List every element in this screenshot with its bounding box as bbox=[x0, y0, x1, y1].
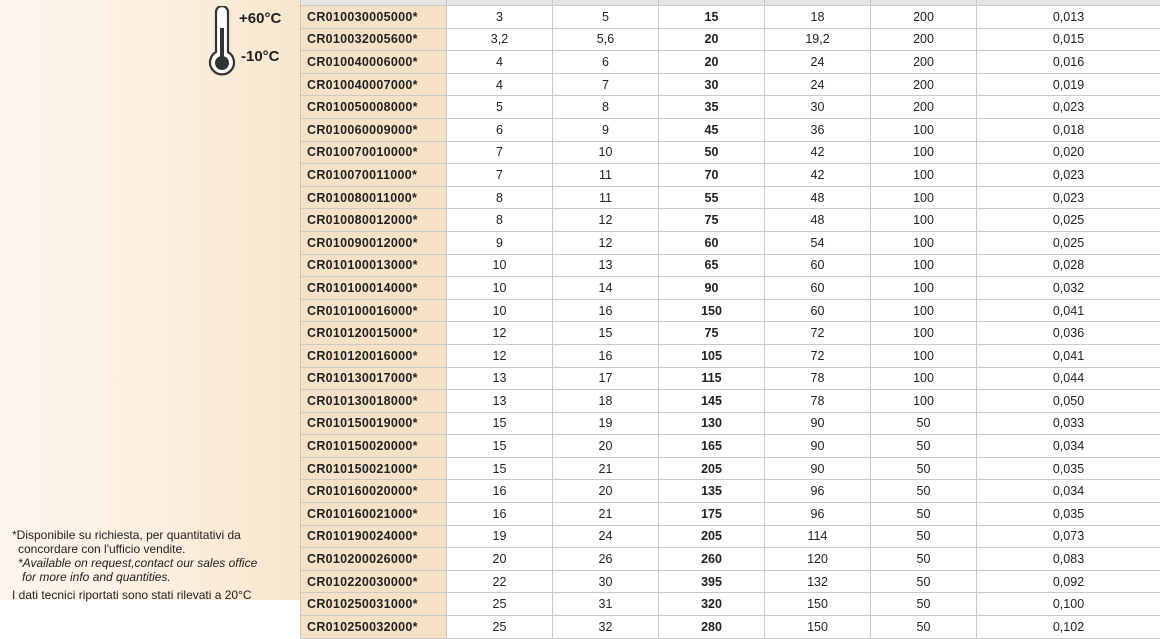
coil-length-cell: 100 bbox=[871, 277, 977, 300]
table-row bbox=[301, 344, 1160, 367]
product-code-cell: CR010120016000* bbox=[301, 344, 447, 367]
inner-diameter-cell: 3 bbox=[447, 6, 553, 29]
product-code-cell: CR010250032000* bbox=[301, 616, 447, 639]
pressure-cell: 35 bbox=[659, 96, 765, 119]
product-code-cell: CR010060009000* bbox=[301, 118, 447, 141]
coil-length-cell: 100 bbox=[871, 141, 977, 164]
bend-radius-cell: 96 bbox=[765, 503, 871, 526]
weight-cell: 0,018 bbox=[977, 118, 1160, 141]
bend-radius-cell: 54 bbox=[765, 231, 871, 254]
bend-radius-cell: 18 bbox=[765, 6, 871, 29]
bend-radius-cell: 132 bbox=[765, 570, 871, 593]
product-code-cell: CR010150021000* bbox=[301, 457, 447, 480]
table-row bbox=[301, 73, 1160, 96]
inner-diameter-cell: 9 bbox=[447, 231, 553, 254]
table-row bbox=[301, 525, 1160, 548]
bend-radius-cell: 48 bbox=[765, 186, 871, 209]
coil-length-cell: 50 bbox=[871, 503, 977, 526]
coil-length-cell: 50 bbox=[871, 480, 977, 503]
bend-radius-cell: 78 bbox=[765, 390, 871, 413]
weight-cell: 0,020 bbox=[977, 141, 1160, 164]
pressure-cell: 320 bbox=[659, 593, 765, 616]
bend-radius-cell: 120 bbox=[765, 548, 871, 571]
inner-diameter-cell: 19 bbox=[447, 525, 553, 548]
bend-radius-cell: 72 bbox=[765, 322, 871, 345]
left-info-panel bbox=[0, 0, 300, 600]
weight-cell: 0,041 bbox=[977, 299, 1160, 322]
weight-cell: 0,033 bbox=[977, 412, 1160, 435]
coil-length-cell: 50 bbox=[871, 593, 977, 616]
inner-diameter-cell: 10 bbox=[447, 254, 553, 277]
coil-length-cell: 100 bbox=[871, 164, 977, 187]
bend-radius-cell: 24 bbox=[765, 51, 871, 74]
coil-length-cell: 100 bbox=[871, 367, 977, 390]
outer-diameter-cell: 15 bbox=[553, 322, 659, 345]
coil-length-cell: 50 bbox=[871, 457, 977, 480]
outer-diameter-cell: 32 bbox=[553, 616, 659, 639]
table-row bbox=[301, 231, 1160, 254]
bend-radius-cell: 42 bbox=[765, 141, 871, 164]
inner-diameter-cell: 12 bbox=[447, 322, 553, 345]
product-code-cell: CR010032005600* bbox=[301, 28, 447, 51]
pressure-cell: 75 bbox=[659, 209, 765, 232]
coil-length-cell: 100 bbox=[871, 344, 977, 367]
outer-diameter-cell: 26 bbox=[553, 548, 659, 571]
coil-length-cell: 100 bbox=[871, 299, 977, 322]
bend-radius-cell: 19,2 bbox=[765, 28, 871, 51]
table-row bbox=[301, 322, 1160, 345]
pressure-cell: 260 bbox=[659, 548, 765, 571]
inner-diameter-cell: 13 bbox=[447, 390, 553, 413]
table-row bbox=[301, 186, 1160, 209]
coil-length-cell: 100 bbox=[871, 254, 977, 277]
bend-radius-cell: 24 bbox=[765, 73, 871, 96]
coil-length-cell: 50 bbox=[871, 548, 977, 571]
pressure-cell: 70 bbox=[659, 164, 765, 187]
table-row bbox=[301, 548, 1160, 571]
inner-diameter-cell: 22 bbox=[447, 570, 553, 593]
coil-length-cell: 100 bbox=[871, 186, 977, 209]
max-temperature: +60°C bbox=[239, 10, 281, 27]
product-code-cell: CR010150020000* bbox=[301, 435, 447, 458]
product-code-cell: CR010070010000* bbox=[301, 141, 447, 164]
pressure-cell: 60 bbox=[659, 231, 765, 254]
outer-diameter-cell: 20 bbox=[553, 480, 659, 503]
footnotes bbox=[12, 528, 292, 602]
pressure-cell: 20 bbox=[659, 28, 765, 51]
coil-length-cell: 50 bbox=[871, 570, 977, 593]
outer-diameter-cell: 18 bbox=[553, 390, 659, 413]
outer-diameter-cell: 17 bbox=[553, 367, 659, 390]
inner-diameter-cell: 12 bbox=[447, 344, 553, 367]
weight-cell: 0,023 bbox=[977, 164, 1160, 187]
pressure-cell: 75 bbox=[659, 322, 765, 345]
pressure-cell: 280 bbox=[659, 616, 765, 639]
table-row bbox=[301, 96, 1160, 119]
product-code-cell: CR010200026000* bbox=[301, 548, 447, 571]
product-code-cell: CR010080011000* bbox=[301, 186, 447, 209]
note-italian-line2: concordare con l'ufficio vendite. bbox=[12, 542, 292, 556]
bend-radius-cell: 60 bbox=[765, 299, 871, 322]
table-row bbox=[301, 503, 1160, 526]
note-technical-data: I dati tecnici riportati sono stati rilevati a 20°C bbox=[12, 588, 292, 602]
coil-length-cell: 200 bbox=[871, 6, 977, 29]
weight-cell: 0,025 bbox=[977, 209, 1160, 232]
product-code-cell: CR010100013000* bbox=[301, 254, 447, 277]
coil-length-cell: 100 bbox=[871, 322, 977, 345]
pressure-cell: 165 bbox=[659, 435, 765, 458]
inner-diameter-cell: 20 bbox=[447, 548, 553, 571]
inner-diameter-cell: 16 bbox=[447, 503, 553, 526]
outer-diameter-cell: 12 bbox=[553, 231, 659, 254]
inner-diameter-cell: 3,2 bbox=[447, 28, 553, 51]
inner-diameter-cell: 6 bbox=[447, 118, 553, 141]
table-row bbox=[301, 164, 1160, 187]
pressure-cell: 115 bbox=[659, 367, 765, 390]
table-row bbox=[301, 390, 1160, 413]
bend-radius-cell: 36 bbox=[765, 118, 871, 141]
table-row bbox=[301, 616, 1160, 639]
product-code-cell: CR010080012000* bbox=[301, 209, 447, 232]
weight-cell: 0,032 bbox=[977, 277, 1160, 300]
weight-cell: 0,050 bbox=[977, 390, 1160, 413]
inner-diameter-cell: 5 bbox=[447, 96, 553, 119]
table-row bbox=[301, 118, 1160, 141]
weight-cell: 0,019 bbox=[977, 73, 1160, 96]
table-row bbox=[301, 277, 1160, 300]
bend-radius-cell: 30 bbox=[765, 96, 871, 119]
bend-radius-cell: 150 bbox=[765, 593, 871, 616]
product-code-cell: CR010130017000* bbox=[301, 367, 447, 390]
inner-diameter-cell: 15 bbox=[447, 435, 553, 458]
outer-diameter-cell: 13 bbox=[553, 254, 659, 277]
coil-length-cell: 200 bbox=[871, 73, 977, 96]
coil-length-cell: 100 bbox=[871, 231, 977, 254]
pressure-cell: 15 bbox=[659, 6, 765, 29]
outer-diameter-cell: 30 bbox=[553, 570, 659, 593]
coil-length-cell: 200 bbox=[871, 28, 977, 51]
product-code-cell: CR010120015000* bbox=[301, 322, 447, 345]
inner-diameter-cell: 25 bbox=[447, 593, 553, 616]
pressure-cell: 50 bbox=[659, 141, 765, 164]
coil-length-cell: 200 bbox=[871, 51, 977, 74]
product-code-cell: CR010090012000* bbox=[301, 231, 447, 254]
product-code-cell: CR010050008000* bbox=[301, 96, 447, 119]
table-row bbox=[301, 254, 1160, 277]
inner-diameter-cell: 25 bbox=[447, 616, 553, 639]
bend-radius-cell: 150 bbox=[765, 616, 871, 639]
product-code-cell: CR010160020000* bbox=[301, 480, 447, 503]
product-table bbox=[300, 0, 1160, 639]
pressure-cell: 105 bbox=[659, 344, 765, 367]
inner-diameter-cell: 8 bbox=[447, 186, 553, 209]
bend-radius-cell: 60 bbox=[765, 277, 871, 300]
note-italian-line1: *Disponibile su richiesta, per quantitativi da bbox=[12, 528, 292, 542]
table-row bbox=[301, 367, 1160, 390]
outer-diameter-cell: 21 bbox=[553, 503, 659, 526]
weight-cell: 0,044 bbox=[977, 367, 1160, 390]
table-row bbox=[301, 570, 1160, 593]
table-row bbox=[301, 209, 1160, 232]
table-row bbox=[301, 435, 1160, 458]
weight-cell: 0,013 bbox=[977, 6, 1160, 29]
bend-radius-cell: 96 bbox=[765, 480, 871, 503]
weight-cell: 0,083 bbox=[977, 548, 1160, 571]
pressure-cell: 135 bbox=[659, 480, 765, 503]
bend-radius-cell: 72 bbox=[765, 344, 871, 367]
table-row bbox=[301, 51, 1160, 74]
inner-diameter-cell: 7 bbox=[447, 164, 553, 187]
outer-diameter-cell: 20 bbox=[553, 435, 659, 458]
table-row bbox=[301, 593, 1160, 616]
product-code-cell: CR010070011000* bbox=[301, 164, 447, 187]
weight-cell: 0,100 bbox=[977, 593, 1160, 616]
pressure-cell: 20 bbox=[659, 51, 765, 74]
weight-cell: 0,073 bbox=[977, 525, 1160, 548]
outer-diameter-cell: 6 bbox=[553, 51, 659, 74]
weight-cell: 0,036 bbox=[977, 322, 1160, 345]
inner-diameter-cell: 8 bbox=[447, 209, 553, 232]
weight-cell: 0,092 bbox=[977, 570, 1160, 593]
weight-cell: 0,016 bbox=[977, 51, 1160, 74]
coil-length-cell: 100 bbox=[871, 118, 977, 141]
bend-radius-cell: 90 bbox=[765, 457, 871, 480]
outer-diameter-cell: 12 bbox=[553, 209, 659, 232]
weight-cell: 0,034 bbox=[977, 435, 1160, 458]
inner-diameter-cell: 7 bbox=[447, 141, 553, 164]
product-code-cell: CR010250031000* bbox=[301, 593, 447, 616]
outer-diameter-cell: 19 bbox=[553, 412, 659, 435]
table-row bbox=[301, 6, 1160, 29]
weight-cell: 0,035 bbox=[977, 457, 1160, 480]
product-code-cell: CR010040007000* bbox=[301, 73, 447, 96]
coil-length-cell: 50 bbox=[871, 616, 977, 639]
product-code-cell: CR010150019000* bbox=[301, 412, 447, 435]
outer-diameter-cell: 16 bbox=[553, 344, 659, 367]
outer-diameter-cell: 11 bbox=[553, 186, 659, 209]
weight-cell: 0,034 bbox=[977, 480, 1160, 503]
product-code-cell: CR010100014000* bbox=[301, 277, 447, 300]
product-code-cell: CR010040006000* bbox=[301, 51, 447, 74]
outer-diameter-cell: 7 bbox=[553, 73, 659, 96]
bend-radius-cell: 42 bbox=[765, 164, 871, 187]
pressure-cell: 395 bbox=[659, 570, 765, 593]
min-temperature: -10°C bbox=[241, 48, 280, 65]
inner-diameter-cell: 13 bbox=[447, 367, 553, 390]
weight-cell: 0,028 bbox=[977, 254, 1160, 277]
weight-cell: 0,035 bbox=[977, 503, 1160, 526]
outer-diameter-cell: 31 bbox=[553, 593, 659, 616]
thermometer-icon bbox=[205, 6, 239, 80]
coil-length-cell: 50 bbox=[871, 412, 977, 435]
inner-diameter-cell: 15 bbox=[447, 457, 553, 480]
pressure-cell: 145 bbox=[659, 390, 765, 413]
pressure-cell: 30 bbox=[659, 73, 765, 96]
bend-radius-cell: 90 bbox=[765, 412, 871, 435]
weight-cell: 0,102 bbox=[977, 616, 1160, 639]
outer-diameter-cell: 21 bbox=[553, 457, 659, 480]
table-row bbox=[301, 412, 1160, 435]
table-row bbox=[301, 28, 1160, 51]
pressure-cell: 175 bbox=[659, 503, 765, 526]
inner-diameter-cell: 4 bbox=[447, 73, 553, 96]
inner-diameter-cell: 10 bbox=[447, 277, 553, 300]
outer-diameter-cell: 24 bbox=[553, 525, 659, 548]
table-row bbox=[301, 299, 1160, 322]
coil-length-cell: 50 bbox=[871, 525, 977, 548]
note-english-line2: for more info and quantities. bbox=[12, 570, 292, 584]
product-code-cell: CR010100016000* bbox=[301, 299, 447, 322]
weight-cell: 0,015 bbox=[977, 28, 1160, 51]
pressure-cell: 45 bbox=[659, 118, 765, 141]
inner-diameter-cell: 4 bbox=[447, 51, 553, 74]
product-code-cell: CR010030005000* bbox=[301, 6, 447, 29]
bend-radius-cell: 114 bbox=[765, 525, 871, 548]
weight-cell: 0,023 bbox=[977, 96, 1160, 119]
weight-cell: 0,025 bbox=[977, 231, 1160, 254]
outer-diameter-cell: 8 bbox=[553, 96, 659, 119]
outer-diameter-cell: 16 bbox=[553, 299, 659, 322]
product-code-cell: CR010130018000* bbox=[301, 390, 447, 413]
table-row bbox=[301, 480, 1160, 503]
pressure-cell: 55 bbox=[659, 186, 765, 209]
outer-diameter-cell: 5 bbox=[553, 6, 659, 29]
product-code-cell: CR010220030000* bbox=[301, 570, 447, 593]
coil-length-cell: 50 bbox=[871, 435, 977, 458]
inner-diameter-cell: 10 bbox=[447, 299, 553, 322]
coil-length-cell: 100 bbox=[871, 390, 977, 413]
table-row bbox=[301, 457, 1160, 480]
bend-radius-cell: 90 bbox=[765, 435, 871, 458]
pressure-cell: 65 bbox=[659, 254, 765, 277]
outer-diameter-cell: 14 bbox=[553, 277, 659, 300]
pressure-cell: 130 bbox=[659, 412, 765, 435]
outer-diameter-cell: 10 bbox=[553, 141, 659, 164]
coil-length-cell: 200 bbox=[871, 96, 977, 119]
product-code-cell: CR010190024000* bbox=[301, 525, 447, 548]
pressure-cell: 205 bbox=[659, 525, 765, 548]
note-english-line1: *Available on request,contact our sales office bbox=[12, 556, 292, 570]
weight-cell: 0,023 bbox=[977, 186, 1160, 209]
outer-diameter-cell: 9 bbox=[553, 118, 659, 141]
inner-diameter-cell: 16 bbox=[447, 480, 553, 503]
inner-diameter-cell: 15 bbox=[447, 412, 553, 435]
bend-radius-cell: 60 bbox=[765, 254, 871, 277]
outer-diameter-cell: 5,6 bbox=[553, 28, 659, 51]
table-row bbox=[301, 141, 1160, 164]
pressure-cell: 205 bbox=[659, 457, 765, 480]
outer-diameter-cell: 11 bbox=[553, 164, 659, 187]
pressure-cell: 150 bbox=[659, 299, 765, 322]
bend-radius-cell: 78 bbox=[765, 367, 871, 390]
pressure-cell: 90 bbox=[659, 277, 765, 300]
weight-cell: 0,041 bbox=[977, 344, 1160, 367]
coil-length-cell: 100 bbox=[871, 209, 977, 232]
product-code-cell: CR010160021000* bbox=[301, 503, 447, 526]
bend-radius-cell: 48 bbox=[765, 209, 871, 232]
